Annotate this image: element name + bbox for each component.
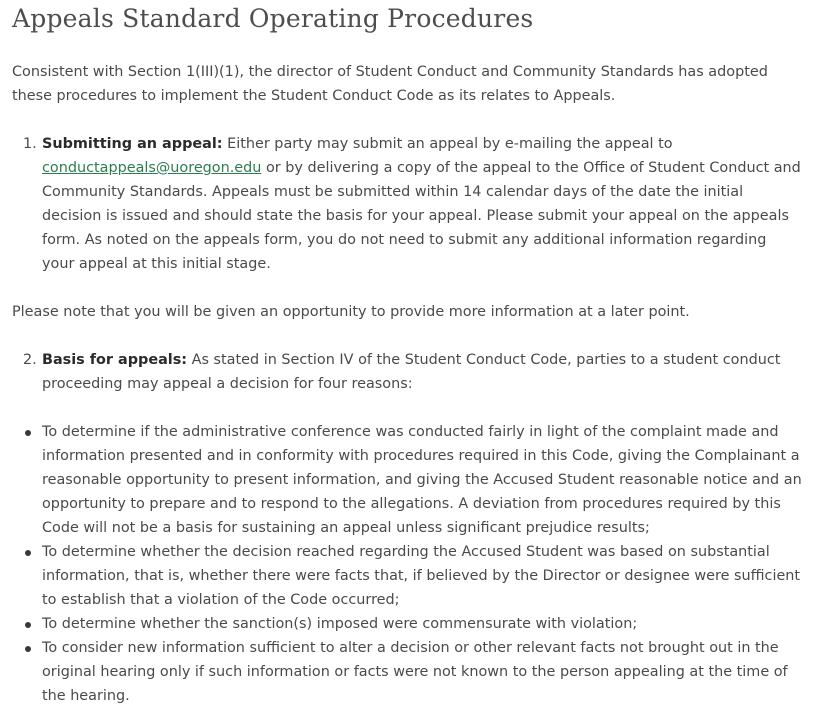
- list-item: [12, 636, 802, 708]
- reasons-list: [12, 420, 802, 708]
- item-text: As stated in Section IV of the Student Conduct Code, parties to a student conduct proceeding may appeal a decision for four reasons:: [42, 352, 781, 392]
- intro-paragraph: Consistent with Section 1(III)(1), the director of Student Conduct and Community Standards has adopted these procedures to implement the Student Conduct Code as its relates to Appeals.: [12, 64, 768, 104]
- item-text: Either party may submit an appeal by e-mailing the appeal to: [222, 136, 673, 152]
- bullet-icon: [25, 622, 31, 628]
- list-item: [12, 540, 802, 612]
- reason-text: To determine whether the sanction(s) imposed were commensurate with violation;: [42, 616, 638, 632]
- list-item-submitting-appeal: [12, 132, 802, 276]
- item-heading: Submitting an appeal:: [42, 136, 223, 152]
- item-heading: Basis for appeals:: [42, 352, 188, 368]
- reason-text: To determine if the administrative conference was conducted fairly in light of the complaint made and information presented and in conformity with procedures required in this Code, giving the Complainant a reasonable opportunity to present information, and giving the Accused Student reasonable notice and an opportunity to prepare and to respond to the allegations. A deviation from procedures required by this Code will not be a basis for sustaining an appeal unless significant prejudice results;: [42, 424, 802, 536]
- list-item: [12, 612, 802, 636]
- email-link[interactable]: conductappeals@uoregon.edu: [42, 160, 262, 176]
- procedure-list-2: [12, 348, 802, 396]
- list-item: [12, 420, 802, 540]
- reason-text: To determine whether the decision reached regarding the Accused Student was based on substantial information, that is, whether there were facts that, if believed by the Director or designee were sufficient to establish that a violation of the Code occurred;: [42, 544, 801, 608]
- note-paragraph: Please note that you will be given an opportunity to provide more information at a later point.: [12, 304, 690, 320]
- bullet-icon: [25, 430, 31, 436]
- bullet-icon: [25, 550, 31, 556]
- item-text-continued: or by delivering a copy of the appeal to the Office of Student Conduct and Community Standards. Appeals must be submitted within 14 calendar days of the date the initial decision is issued and should state the basis for your appeal. Please submit your appeal on the appeals form. As noted on the appeals form, you do not need to submit any additional information regarding your appeal at this initial stage.: [42, 160, 801, 272]
- list-item-basis-for-appeals: [12, 348, 802, 396]
- list-number: 2.: [23, 352, 37, 368]
- list-number: 1.: [23, 136, 37, 152]
- procedure-list-1: [12, 132, 802, 276]
- bullet-icon: [25, 646, 31, 652]
- page-title: Appeals Standard Operating Procedures: [12, 4, 534, 33]
- reason-text: To consider new information sufficient to alter a decision or other relevant facts not brought out in the original hearing only if such information or facts were not known to the person appealing at the time of the hearing.: [42, 640, 788, 704]
